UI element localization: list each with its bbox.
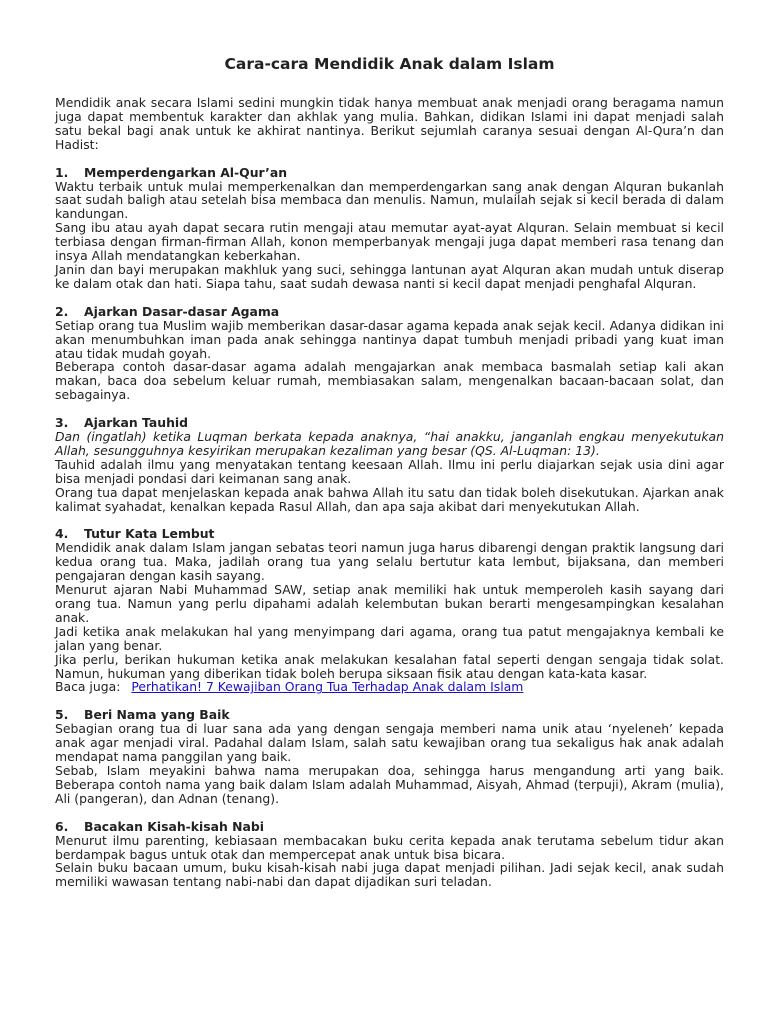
paragraph: Menurut ilmu parenting, kebiasaan membacakan buku cerita kepada anak terutama sebelum tidur akan berdampak bagus untuk otak dan mempercepat anak untuk bisa bicara.: [55, 832, 724, 862]
quran-quote: Dan (ingatlah) ketika Luqman berkata kepada anaknya, “hai anakku, janganlah engkau menyekutukan Allah, sesungguhnya kesyirikan merupakan kezaliman yang besar (QS. Al-Luqman: 13).: [55, 429, 724, 458]
paragraph: Tauhid adalah ilmu yang menyatakan tentang keesaan Allah. Ilmu ini perlu diajarkan sejak usia dini agar bisa menjadi pondasi dari keimanan sang anak.: [55, 456, 724, 486]
paragraph: Waktu terbaik untuk mulai memperkenalkan dan memperdengarkan sang anak dengan Alquran bukanlah saat sudah baligh atau setelah bisa membaca dan menulis. Namun, mulailah sejak si kecil berada di dalam kandungan.: [55, 178, 724, 222]
section-heading: [55, 820, 724, 834]
section-number: 2.: [55, 303, 69, 319]
paragraph: Jadi ketika anak melakukan hal yang menyimpang dari agama, orang tua patut mengajaknya kembali ke jalan yang benar.: [55, 623, 724, 653]
paragraph: Setiap orang tua Muslim wajib memberikan dasar-dasar agama kepada anak sejak kecil. Adanya didikan ini akan menumbuhkan iman pada anak sehingga nantinya dapat tumbuh menjadi pribadi yang kuat iman atau tidak mudah goyah.: [55, 317, 724, 361]
paragraph: Selain buku bacaan umum, buku kisah-kisah nabi juga dapat menjadi pilihan. Jadi sejak kecil, anak sudah memiliki wawasan tentang nabi-nabi dan dapat dijadikan suri teladan.: [55, 860, 724, 890]
intro-paragraph: Mendidik anak secara Islami sedini mungkin tidak hanya membuat anak menjadi orang beragama namun juga dapat membentuk karakter dan akhlak yang mulia. Bahkan, didikan Islami ini dapat menjadi salah satu bekal bagi anak untuk ke akhirat nantinya. Berikut sejumlah caranya sesuai dengan Al-Qura’n dan Hadist:: [55, 95, 724, 152]
section-1: [55, 166, 724, 291]
section-heading: [55, 166, 724, 180]
section-6: [55, 820, 724, 890]
section-title: Ajarkan Dasar-dasar Agama: [84, 303, 280, 319]
section-number: 5.: [55, 707, 69, 723]
paragraph: Sebagian orang tua di luar sana ada yang dengan sengaja memberi nama unik atau ‘nyeleneh’ kepada anak agar menjadi viral. Padahal dalam Islam, salah satu kewajiban orang tua sekaligus hak anak adalah mendapat nama panggilan yang baik.: [55, 721, 724, 765]
section-heading: [55, 416, 724, 430]
paragraph: Janin dan bayi merupakan makhluk yang suci, sehingga lantunan ayat Alquran akan mudah untuk diserap ke dalam otak dan hati. Siapa tahu, saat sudah dewasa nanti si kecil dapat menjadi penghafal Alquran.: [55, 261, 724, 291]
section-4: [55, 527, 724, 694]
section-number: 6.: [55, 818, 69, 834]
paragraph: Orang tua dapat menjelaskan kepada anak bahwa Allah itu satu dan tidak boleh disekutukan. Ajarkan anak kalimat syahadat, kenalkan kepada Rasul Allah, dan apa saja akibat dari menyekutukan Allah.: [55, 484, 724, 514]
section-title: Tutur Kata Lembut: [84, 526, 215, 542]
section-heading: [55, 527, 724, 541]
paragraph: Sang ibu atau ayah dapat secara rutin mengaji atau memutar ayat-ayat Alquran. Selain membuat si kecil terbiasa dengan firman-firman Allah, konon memperbanyak mengaji juga dapat memberi rasa tenang dan insya Allah mendatangkan keberkahan.: [55, 220, 724, 264]
paragraph: Beberapa contoh dasar-dasar agama adalah mengajarkan anak membaca basmalah setiap kali akan makan, baca doa sebelum keluar rumah, membiasakan salam, mengenalkan bacaan-bacaan solat, dan sebagainya.: [55, 359, 724, 403]
section-title: Bacakan Kisah-kisah Nabi: [84, 818, 265, 834]
section-number: 4.: [55, 526, 69, 542]
section-title: Ajarkan Tauhid: [84, 415, 189, 431]
baca-juga-label: Baca juga:: [55, 679, 121, 695]
section-number: 1.: [55, 164, 69, 180]
section-number: 3.: [55, 415, 69, 431]
section-3: [55, 416, 724, 513]
section-2: [55, 305, 724, 402]
section-heading: [55, 305, 724, 319]
related-article-link[interactable]: Perhatikan! 7 Kewajiban Orang Tua Terhadap Anak dalam Islam: [131, 679, 524, 695]
document-title: Cara-cara Mendidik Anak dalam Islam: [224, 55, 555, 73]
section-heading: [55, 708, 724, 722]
paragraph: Menurut ajaran Nabi Muhammad SAW, setiap anak memiliki hak untuk memperoleh kasih sayang dari orang tua. Namun yang perlu dipahami adalah kelembutan bukan berarti mengesampingkan kesalahan anak.: [55, 582, 724, 625]
paragraph: Mendidik anak dalam Islam jangan sebatas teori namun juga harus dibarengi dengan praktik langsung dari kedua orang tua. Maka, jadilah orang tua yang selalu bertutur kata lembut, bijaksana, dan memberi pengajaran dengan kasih sayang.: [55, 540, 724, 584]
section-title: Memperdengarkan Al-Qur’an: [84, 164, 288, 180]
section-title: Beri Nama yang Baik: [84, 707, 230, 723]
section-5: [55, 708, 724, 805]
baca-juga-line: [55, 680, 724, 694]
paragraph: Jika perlu, berikan hukuman ketika anak melakukan kesalahan fatal seperti dengan sengaja tidak solat. Namun, hukuman yang diberikan tidak boleh berupa siksaan fisik atau dengan kata-kata kasar.: [55, 651, 724, 681]
paragraph: Sebab, Islam meyakini bahwa nama merupakan doa, sehingga harus mengandung arti yang baik. Beberapa contoh nama yang baik dalam Islam adalah Muhammad, Aisyah, Ahmad (terpuji), Akram (mulia), Ali (pangeran), dan Adnan (tenang).: [55, 762, 724, 806]
